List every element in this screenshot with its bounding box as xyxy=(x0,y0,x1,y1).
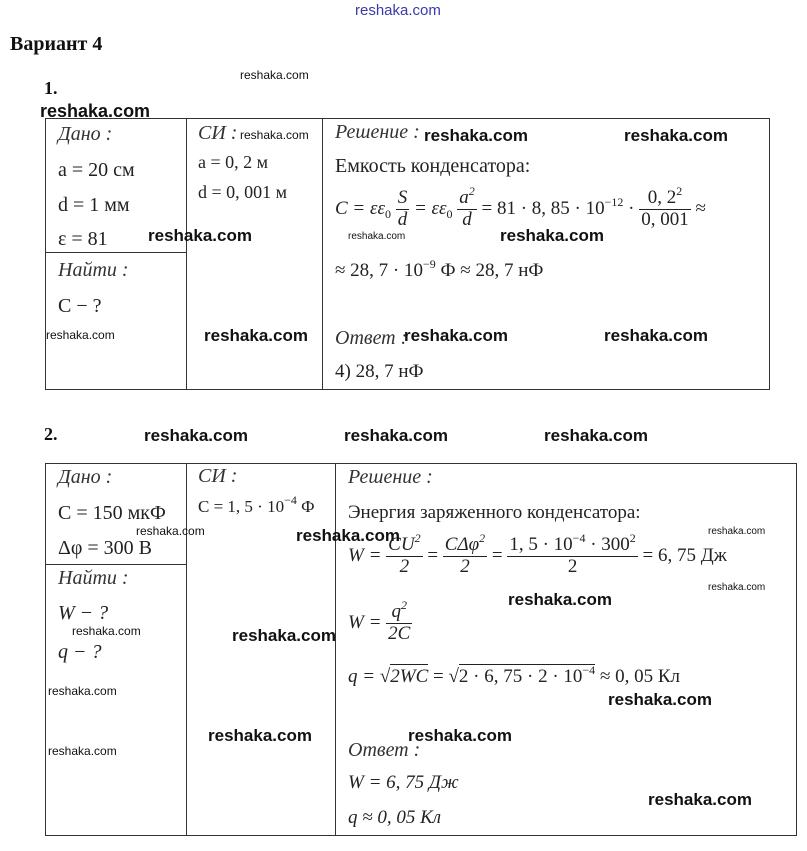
p1-frac-numeric: $\frac{0, 2^2}{0, 001}$ xyxy=(641,184,689,230)
p2-w1-frac3: $\frac{1, 5 \cdot 10^{-4} \cdot 300^2}{2}$ xyxy=(509,531,636,577)
p2-solution-label: Решение : xyxy=(348,466,433,488)
p1-frac-a: a xyxy=(459,187,469,208)
page-title: Вариант 4 xyxy=(10,33,103,55)
watermark: reshaka.com xyxy=(648,790,752,809)
p2-w1-f2n: CΔφ xyxy=(444,534,480,555)
problem-1-divider-3 xyxy=(45,252,186,253)
problem-2-number: 2. xyxy=(44,424,58,444)
p2-given-2: Δφ = 300 В xyxy=(58,537,153,559)
watermark: reshaka.com xyxy=(296,526,400,545)
p2-w1-f3n: 1, 5 · 10 xyxy=(509,534,573,555)
p1-given-label: Дано : xyxy=(58,123,113,145)
p1-eq-c: C = εε xyxy=(335,197,385,219)
watermark: reshaka.com xyxy=(424,126,528,145)
p2-q-sqrt2: 2 · 6, 75 · 2 · 10 xyxy=(458,666,583,687)
p2-formula-energy: W = $\frac{CU^2}{2}$ = $\frac{C\Delta\varphi^2}{2}$ = $\frac{1, 5 \cdot 10^{-4} \cdot 300^2}{2}$ = 6, 75 Дж xyxy=(348,531,727,577)
watermark: reshaka.com xyxy=(144,426,248,445)
p1-solution-text: Емкость конденсатора: xyxy=(335,155,531,177)
p1-si-label: СИ : xyxy=(198,122,238,144)
problem-2-divider-1 xyxy=(186,463,187,836)
p1-frac-d: d xyxy=(397,208,408,230)
p2-si-label: СИ : xyxy=(198,465,238,487)
watermark: reshaka.com xyxy=(348,231,406,242)
p1-si-1: a = 0, 2 м xyxy=(198,152,269,172)
p2-w1-frac2: $\frac{C\Delta\varphi^2}{2}$ xyxy=(444,531,486,577)
watermark: reshaka.com xyxy=(608,690,712,709)
p2-w2-den: 2C xyxy=(388,622,411,644)
watermark: reshaka.com xyxy=(708,582,766,593)
watermark: reshaka.com xyxy=(508,590,612,609)
p2-q-res: ≈ 0, 05 Кл xyxy=(599,666,681,687)
header-link[interactable]: reshaka.com xyxy=(355,2,441,19)
p2-w1-f1d: 2 xyxy=(399,555,410,577)
p2-find-1: W − ? xyxy=(58,602,109,624)
p1-given-2: d = 1 мм xyxy=(58,194,130,216)
p1-line2-end: Ф ≈ 28, 7 нФ xyxy=(440,260,544,281)
p2-q-exp: −4 xyxy=(582,663,596,677)
watermark: reshaka.com xyxy=(232,626,336,645)
p1-line2-exp: −9 xyxy=(423,257,436,271)
p2-find-label: Найти : xyxy=(58,567,129,589)
p2-w1-frac1: $\frac{CU^2}{2}$ xyxy=(388,531,421,577)
p1-eq-mid: = εε xyxy=(413,197,447,219)
watermark: reshaka.com xyxy=(46,328,115,342)
p1-frac-d2: d xyxy=(462,208,472,230)
p1-given-3: ε = 81 xyxy=(58,228,108,250)
p2-q-sqrt2-wrap xyxy=(459,664,595,687)
p1-line2: ≈ 28, 7 · 10 xyxy=(335,260,424,281)
p2-answer-label: Ответ : xyxy=(348,739,421,761)
p2-answer-1: W = 6, 75 Дж xyxy=(348,772,459,793)
watermark: reshaka.com xyxy=(148,226,252,245)
watermark: reshaka.com xyxy=(344,426,448,445)
p2-w1-res: = 6, 75 Дж xyxy=(642,544,727,566)
p1-given-1: a = 20 см xyxy=(58,159,135,181)
problem-1-divider-1 xyxy=(186,118,187,390)
p1-frac-s: S xyxy=(397,187,408,208)
p1-eq-exp: −12 xyxy=(604,194,624,209)
p2-w1-f3exp: −4 xyxy=(572,531,586,545)
watermark: reshaka.com xyxy=(72,624,141,638)
p2-w1-f3mul: · 300 xyxy=(585,534,630,555)
p2-si-text: C = 1, 5 · 10 xyxy=(198,497,285,516)
p1-result-line xyxy=(335,257,544,282)
p2-w1-f3d: 2 xyxy=(567,555,578,577)
problem-2-divider-3 xyxy=(45,564,186,565)
watermark: reshaka.com xyxy=(208,726,312,745)
watermark: reshaka.com xyxy=(408,726,512,745)
p1-find-label: Найти : xyxy=(58,259,129,281)
p2-w2-frac: $\frac{q^2}{2C}$ xyxy=(388,598,411,644)
p1-eq-rhs: = 81 · 8, 85 · 10 xyxy=(481,197,605,219)
p2-si-unit: Ф xyxy=(301,497,315,516)
watermark: reshaka.com xyxy=(48,684,117,698)
watermark: reshaka.com xyxy=(240,128,309,142)
p2-answer-2: q ≈ 0, 05 Кл xyxy=(348,807,442,828)
p2-formula-charge: q = √2WC = √2 · 6, $75 \cdot 2 \cdot 10^{-4} \approx 0$, 05 Кл xyxy=(348,663,681,687)
p2-si-value xyxy=(198,493,315,516)
p2-solution-text: Энергия заряженного конденсатора: xyxy=(348,502,641,523)
p1-frac-s-d xyxy=(396,188,410,231)
watermark: reshaka.com xyxy=(240,68,309,82)
problem-2-divider-2 xyxy=(335,463,336,836)
p1-frac-den: 0, 001 xyxy=(641,208,689,230)
p2-w1-f1n: CU xyxy=(388,534,415,555)
p2-q-sqrt1: 2WC xyxy=(390,666,429,687)
watermark: reshaka.com xyxy=(404,326,508,345)
p1-answer: 4) 28, 7 нФ xyxy=(335,361,424,382)
problem-1-divider-2 xyxy=(322,118,323,390)
watermark: reshaka.com xyxy=(40,101,151,121)
watermark: reshaka.com xyxy=(708,526,766,537)
p1-solution-label: Решение : xyxy=(335,121,420,143)
p2-w1-f2d: 2 xyxy=(460,555,470,577)
p1-frac-num: 0, 2 xyxy=(647,187,677,208)
p1-frac-a2-d: $\frac{a^2}{d}$ xyxy=(459,184,475,230)
p2-given-1: C = 150 мкФ xyxy=(58,502,166,524)
watermark: reshaka.com xyxy=(544,426,648,445)
p1-answer-label: Ответ : xyxy=(335,327,408,349)
p1-formula-capacitance: $C = \varepsilon\varepsilon_0$ $\frac{S}{d}$ = $\varepsilon\varepsilon_0$ $\frac{a^2}{d}$ = 81 · 8, $85 \cdot 10^{-12}$ · $\frac{0, 2^2}{0, 001}$ ≈ xyxy=(335,184,706,230)
watermark: reshaka.com xyxy=(500,226,604,245)
watermark: reshaka.com xyxy=(48,744,117,758)
p2-given-label: Дано : xyxy=(58,466,113,488)
p1-find-1: C − ? xyxy=(58,295,102,317)
p2-w2-lhs: W = xyxy=(348,611,382,633)
problem-1-number: 1. xyxy=(44,78,58,98)
watermark: reshaka.com xyxy=(604,326,708,345)
p2-formula-energy-q xyxy=(348,598,412,645)
p2-w1-lhs: W = xyxy=(348,544,382,566)
p1-eq-approx: ≈ xyxy=(695,197,706,219)
watermark: reshaka.com xyxy=(624,126,728,145)
p2-si-exp: −4 xyxy=(284,493,297,507)
watermark: reshaka.com xyxy=(204,326,308,345)
p2-q-lhs: q = xyxy=(348,666,376,687)
p2-w2-num: q xyxy=(391,601,401,622)
p2-find-2: q − ? xyxy=(58,641,102,663)
watermark: reshaka.com xyxy=(136,524,205,538)
p1-si-2: d = 0, 001 м xyxy=(198,182,288,202)
